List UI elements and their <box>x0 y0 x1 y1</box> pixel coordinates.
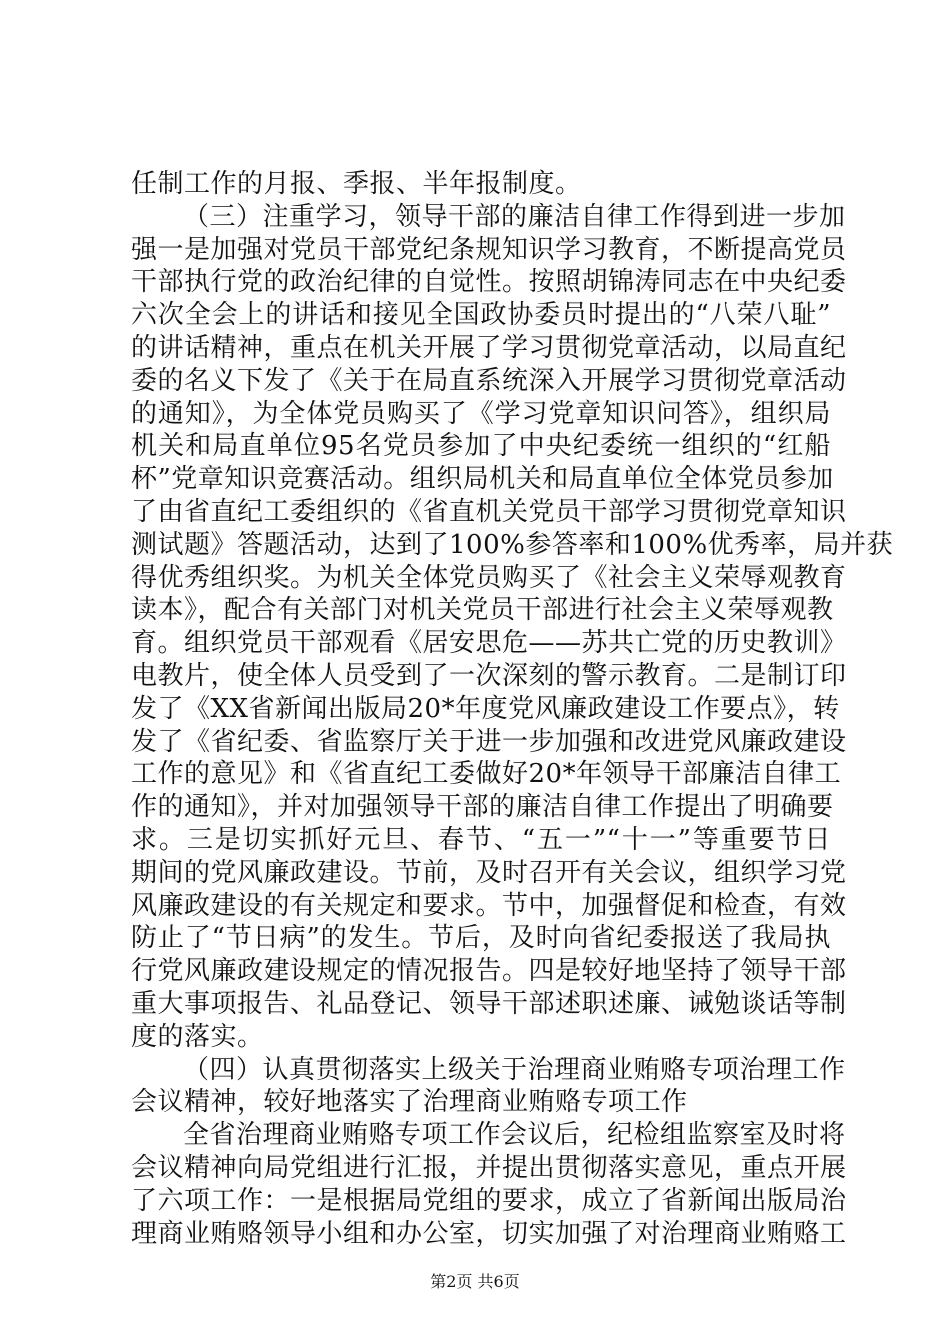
text-line: 读本》，配合有关部门对机关党员干部进行社会主义荣辱观教 <box>131 595 834 626</box>
text-line: 行党风廉政建设规定的情况报告。四是较好地坚持了领导干部 <box>131 956 847 987</box>
text-line: 得优秀组织奖。为机关全体党员购买了《社会主义荣辱观教育 <box>131 562 847 593</box>
text-line: 重大事项报告、礼品登记、领导干部述职述廉、诫勉谈话等制 <box>131 988 847 1019</box>
text-line: 电教片，使全体人员受到了一次深刻的警示教育。二是制订印 <box>131 660 847 691</box>
section-heading-line: 会议精神，较好地落实了治理商业贿赂专项工作 <box>131 1087 688 1118</box>
text-line: 的讲话精神，重点在机关开展了学习贯彻党章活动，以局直纪 <box>131 332 847 363</box>
document-body <box>131 168 894 1250</box>
text-line: 作的通知》，并对加强领导干部的廉洁自律工作提出了明确要 <box>131 792 834 823</box>
text-line: 风廉政建设的有关规定和要求。节中，加强督促和检查，有效 <box>131 890 847 921</box>
text-line: 会议精神向局党组进行汇报，并提出贯彻落实意见，重点开展 <box>131 1152 847 1183</box>
text-line: 度的落实。 <box>131 1021 264 1052</box>
text-line: 测试题》答题活动，达到了100%参答率和100%优秀率，局并获 <box>131 529 894 560</box>
text-line: 期间的党风廉政建设。节前，及时召开有关会议，组织学习党 <box>131 857 847 888</box>
section-heading-line: （三）注重学习，领导干部的廉洁自律工作得到进一步加 <box>183 201 846 232</box>
text-line: 委的名义下发了《关于在局直系统深入开展学习贯彻党章活动 <box>131 365 847 396</box>
section-heading-line: （四）认真贯彻落实上级关于治理商业贿赂专项治理工作 <box>183 1054 846 1085</box>
paragraph-first-line: 全省治理商业贿赂专项工作会议后，纪检组监察室及时将 <box>183 1120 846 1151</box>
text-line: 防止了“节日病”的发生。节后，及时向省纪委报送了我局执 <box>131 923 831 954</box>
text-line: 发了《省纪委、省监察厅关于进一步加强和改进党风廉政建设 <box>131 726 847 757</box>
text-line: 工作的意见》和《省直纪工委做好20*年领导干部廉洁自律工 <box>131 759 842 790</box>
text-line: 了由省直纪工委组织的《省直机关党员干部学习贯彻党章知识 <box>131 496 847 527</box>
text-line: 任制工作的月报、季报、半年报制度。 <box>131 169 582 199</box>
text-line: 育。组织党员干部观看《居安思危——苏共亡党的历史教训》 <box>131 628 847 659</box>
text-line: 强一是加强对党员干部党纪条规知识学习教育，不断提高党员 <box>131 234 847 265</box>
text-line: 机关和局直单位95名党员参加了中央纪委统一组织的“红船 <box>131 431 831 462</box>
text-line: 发了《XX省新闻出版局20*年度党风廉政建设工作要点》，转 <box>131 693 840 724</box>
text-line: 求。三是切实抓好元旦、春节、“五一”“十一”等重要节日 <box>131 824 831 855</box>
text-line: 六次全会上的讲话和接见全国政协委员时提出的“八荣八耻” <box>131 300 831 331</box>
text-line: 理商业贿赂领导小组和办公室，切实加强了对治理商业贿赂工 <box>131 1218 847 1249</box>
text-line: 的通知》，为全体党员购买了《学习党章知识问答》，组织局 <box>131 398 831 429</box>
text-line: 了六项工作：一是根据局党组的要求，成立了省新闻出版局治 <box>131 1185 847 1216</box>
text-line: 杯”党章知识竞赛活动。组织局机关和局直单位全体党员参加 <box>131 464 834 495</box>
page-number-label: 第2页 共6页 <box>430 1272 520 1291</box>
page-footer <box>0 1272 950 1292</box>
text-line: 干部执行党的政治纪律的自觉性。按照胡锦涛同志在中央纪委 <box>131 267 847 298</box>
